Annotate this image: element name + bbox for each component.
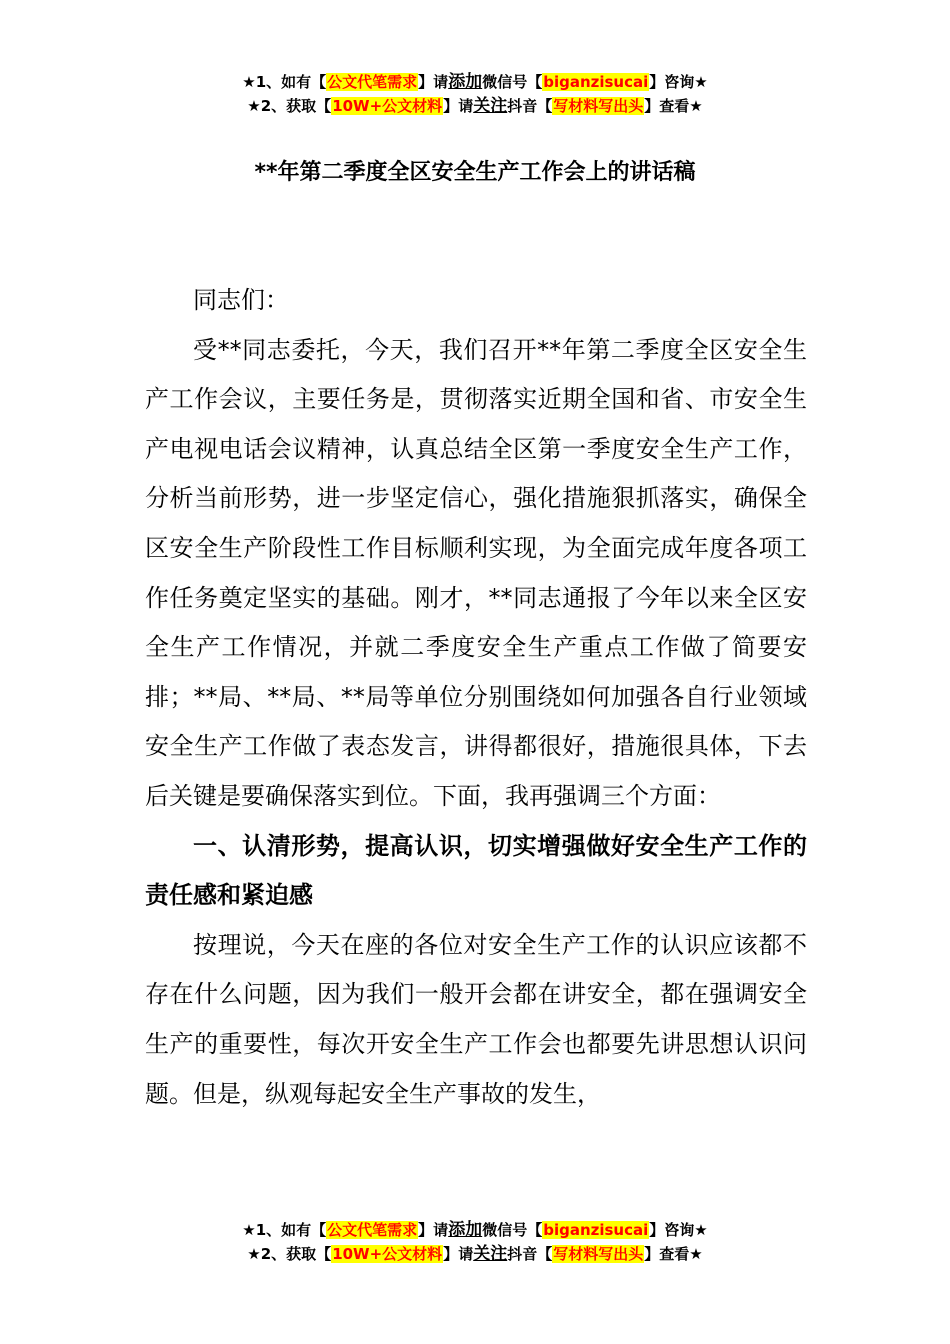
banner-text: ★2、获取【 [247,1245,332,1263]
highlight-text: 写材料写出头 [553,1245,644,1263]
banner-text: ★1、如有【 [242,1221,327,1239]
highlight-text: 公文代笔需求 [327,1221,418,1239]
banner-text: 抖音【 [507,1245,553,1263]
salutation: 同志们： [193,286,289,314]
banner-text: 】请 [443,1245,474,1263]
document-body [145,276,807,1119]
banner-text: ★1、如有【 [242,73,327,91]
banner-text: 】请 [443,97,474,115]
highlight-text: 写材料写出头 [553,97,644,115]
banner-line-1 [0,70,950,94]
bottom-banner [0,1218,950,1266]
highlight-text: 公文代笔需求 [327,73,418,91]
banner-text: 微信号【 [482,1221,543,1239]
underlined-text: 添加 [448,72,483,92]
banner-text: 抖音【 [507,97,553,115]
banner-text: ★2、获取【 [247,97,332,115]
banner-text: 】请 [418,1221,449,1239]
banner-text: 】查看★ [644,1245,703,1263]
paragraph: 按理说，今天在座的各位对安全生产工作的认识应该都不存在什么问题，因为我们一般开会都在讲安全，都在强调安全生产的重要性，每次开安全生产工作会也都要先讲思想认识问题。但是，纵观每起安全生产事故的发生， [145,930,807,1108]
paragraph: 受**同志委托，今天，我们召开**年第二季度全区安全生产工作会议，主要任务是，贯彻落实近期全国和省、市安全生产电视电话会议精神，认真总结全区第一季度安全生产工作，分析当前形势，进一步坚定信心，强化措施狠抓落实，确保全区安全生产阶段性工作目标顺利实现，为全面完成年度各项工作任务奠定坚实的基础。刚才，**同志通报了今年以来全区安全生产工作情况，并就二季度安全生产重点工作做了简要安排；**局、**局、**局等单位分别围绕如何加强各自行业领域安全生产工作做了表态发言，讲得都很好，措施很具体，下去后关键是要确保落实到位。下面，我再强调三个方面： [145,335,807,810]
banner-text: 】咨询★ [649,73,708,91]
highlight-text: biganzisucai [543,73,649,91]
section-heading: 一、认清形势，提高认识，切实增强做好安全生产工作的责任感和紧迫感 [145,831,807,910]
highlight-text: 10W+公文材料 [332,1245,443,1263]
document-title: **年第二季度全区安全生产工作会上的讲话稿 [254,160,696,185]
banner-line-2 [0,94,950,118]
banner-line-2 [0,1242,950,1266]
banner-text: 】咨询★ [649,1221,708,1239]
highlight-text: biganzisucai [543,1221,649,1239]
underlined-text: 关注 [473,1244,508,1264]
highlight-text: 10W+公文材料 [332,97,443,115]
banner-text: 】请 [418,73,449,91]
underlined-text: 关注 [473,96,508,116]
top-banner [0,70,950,118]
underlined-text: 添加 [448,1220,483,1240]
banner-text: 微信号【 [482,73,543,91]
banner-text: 】查看★ [644,97,703,115]
banner-line-1 [0,1218,950,1242]
